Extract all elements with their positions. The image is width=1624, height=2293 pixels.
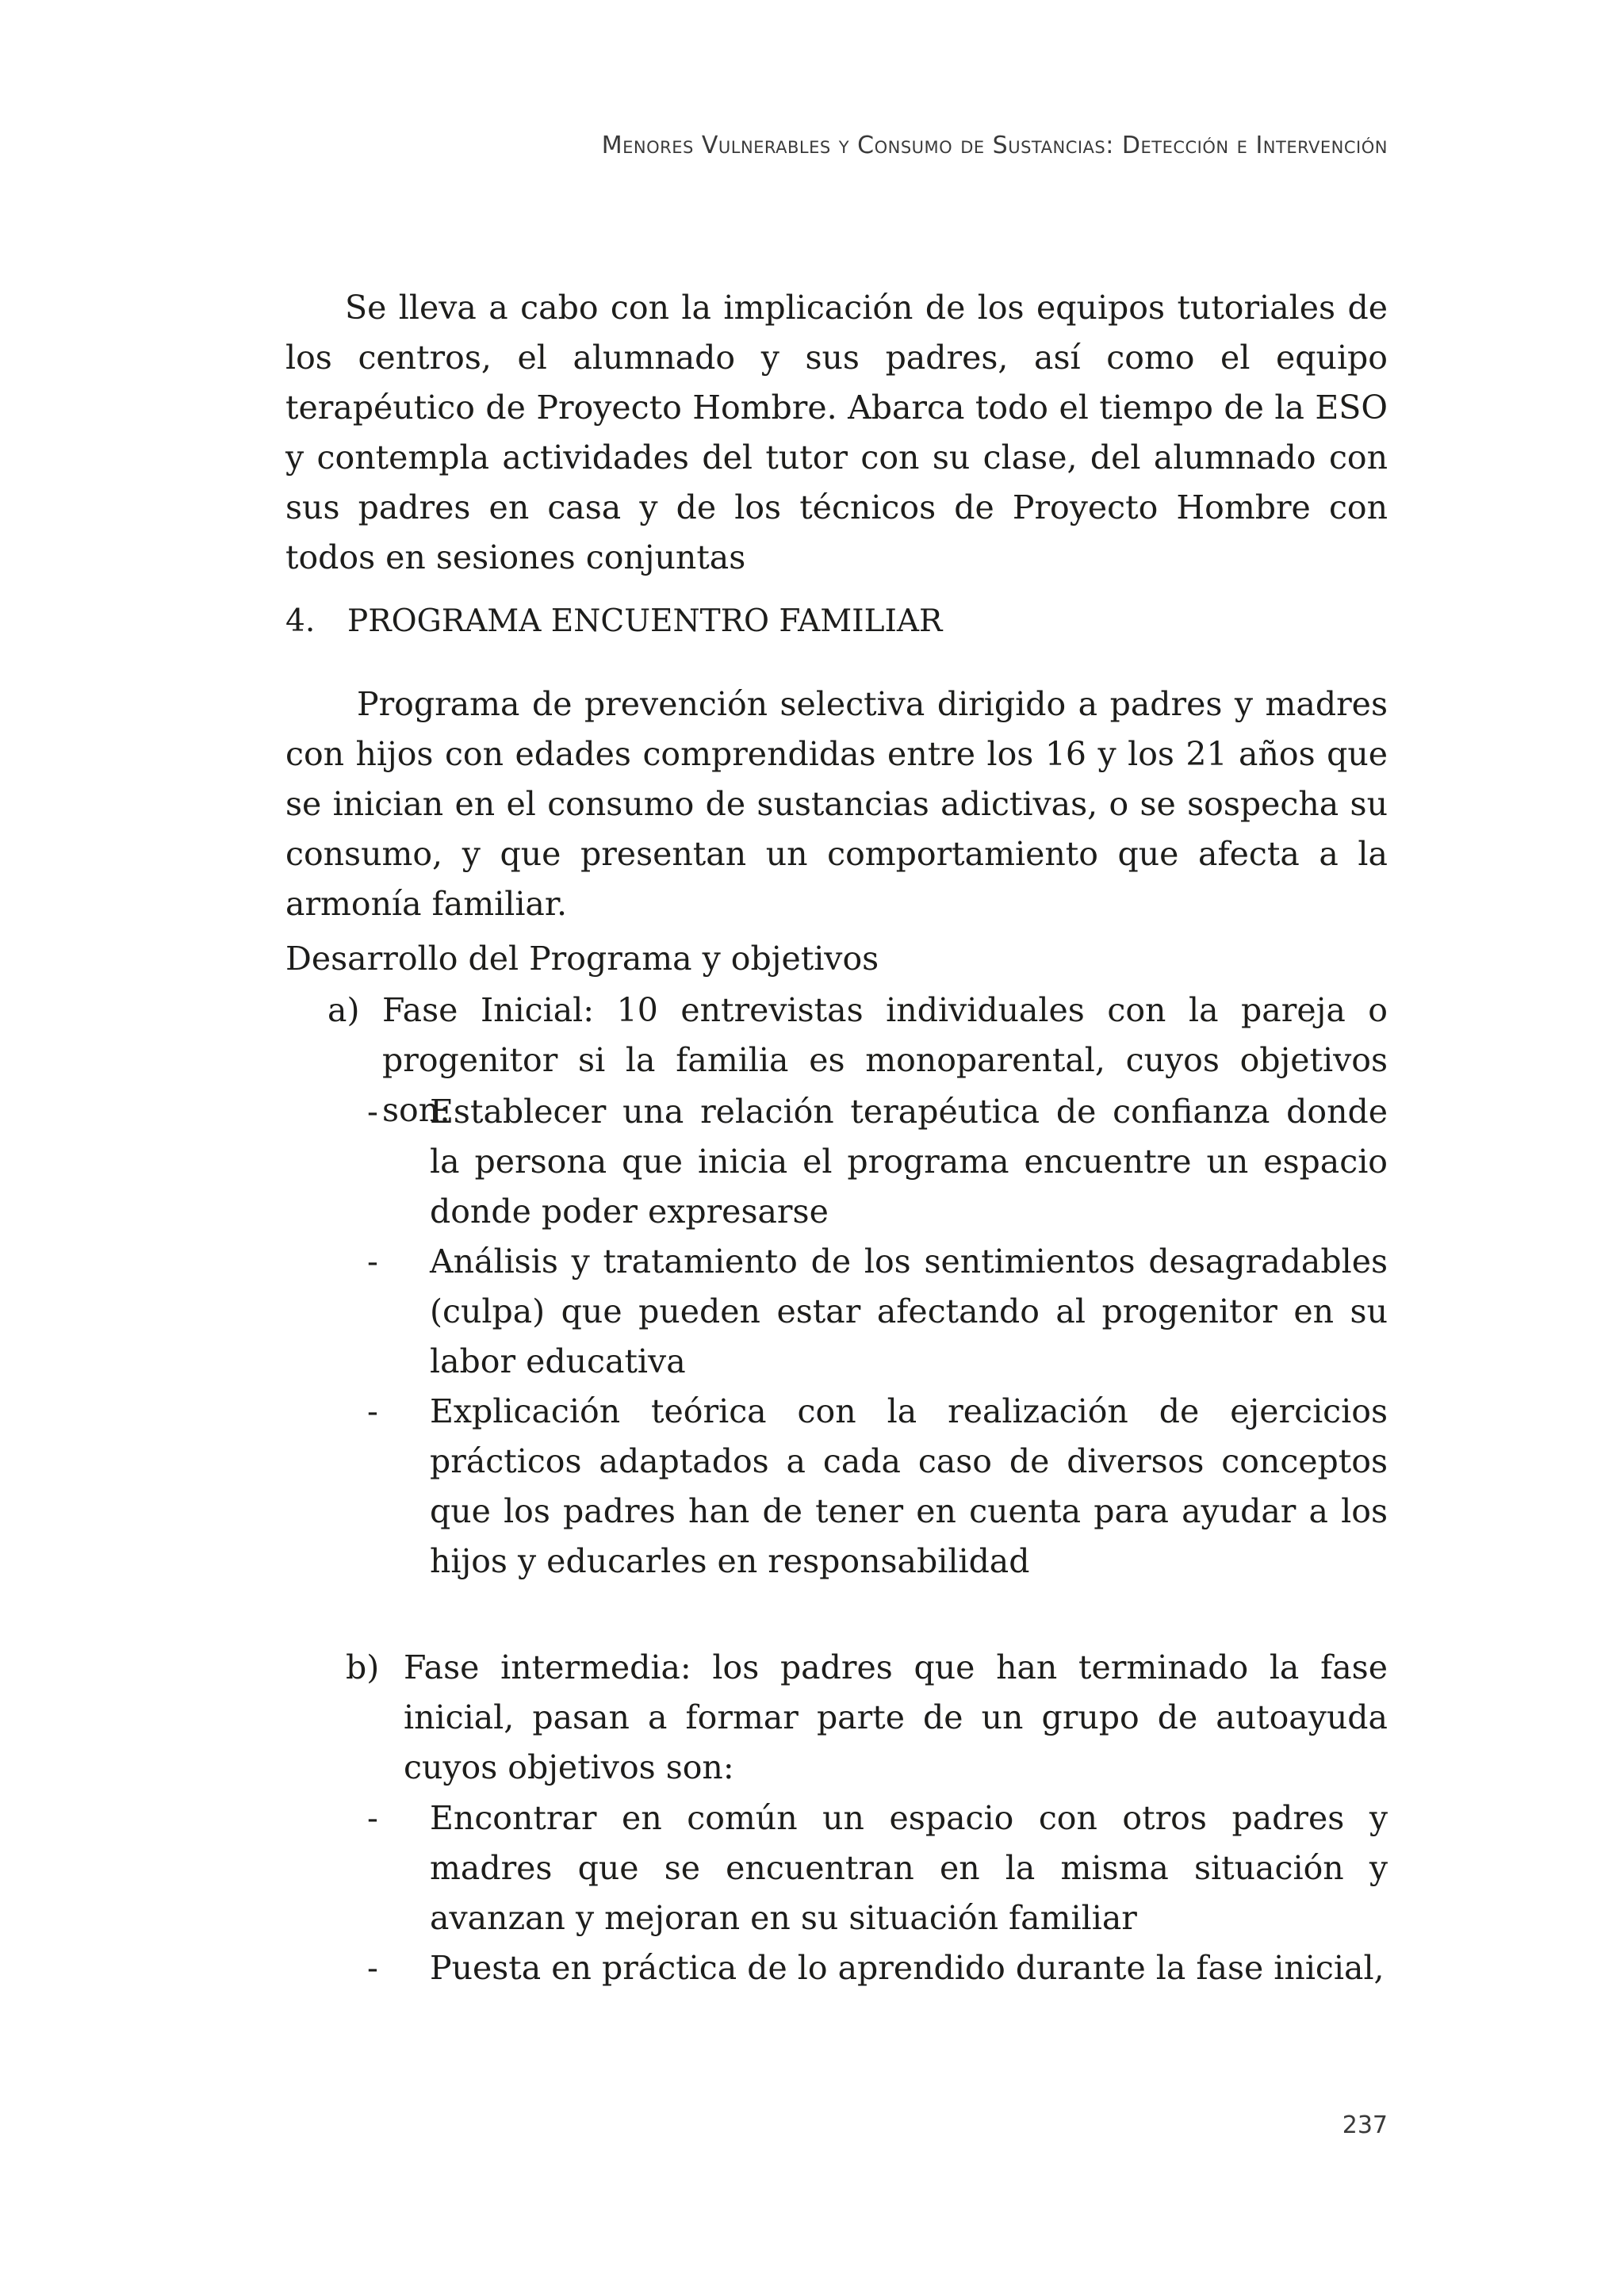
- objective-text: Puesta en práctica de lo aprendido durante la fase inicial,: [430, 1949, 1385, 1987]
- bullet-dash: -: [367, 1392, 378, 1430]
- list-item: [367, 1087, 1388, 1237]
- phase-b-text: Fase intermedia: los padres que han terminado la fase inicial, pasan a formar parte de un grupo de autoayuda cuyos objetivos son:: [404, 1648, 1388, 1786]
- objective-text: Encontrar en común un espacio con otros padres y madres que se encuentran en la misma situación y avanzan y mejoran en su situación familiar: [430, 1799, 1388, 1937]
- phase-a-objectives: [367, 1087, 1388, 1587]
- development-heading: Desarrollo del Programa y objetivos: [285, 940, 879, 978]
- intro-paragraph: Se lleva a cabo con la implicación de los equipos tutoriales de los centros, el alumnado y sus padres, así como el equipo terapéutico de Proyecto Hombre. Abarca todo el tiempo de la ESO y contempla actividades del tutor con su clase, del alumnado con sus padres en casa y de los técnicos de Proyecto Hombre con todos en sesiones conjuntas: [285, 289, 1388, 576]
- bullet-dash: -: [367, 1799, 378, 1837]
- objective-text: Explicación teórica con la realización de ejercicios prácticos adaptados a cada caso de diversos conceptos que los padres han de tener en cuenta para ayudar a los hijos y educarles en responsabilidad: [430, 1392, 1388, 1580]
- section-title: PROGRAMA ENCUENTRO FAMILIAR: [347, 603, 943, 639]
- list-item: [367, 1943, 1388, 1993]
- phase-b: [346, 1643, 1388, 1793]
- list-item: [367, 1387, 1388, 1587]
- bullet-dash: -: [367, 1949, 378, 1987]
- running-header: Menores Vulnerables y Consumo de Sustancias: Detección e Intervención: [601, 132, 1388, 159]
- phase-a-text: Fase Inicial: 10 entrevistas individuales con la pareja o progenitor si la familia es monoparental, cuyos objetivos son:: [382, 991, 1388, 1129]
- list-item: [367, 1237, 1388, 1387]
- bullet-dash: -: [367, 1093, 378, 1131]
- section-number: 4.: [285, 603, 316, 639]
- program-paragraph: Programa de prevención selectiva dirigido a padres y madres con hijos con edades comprendidas entre los 16 y los 21 años que se inician en el consumo de sustancias adictivas, o se sospecha su consumo, y que presentan un comportamiento que afecta a la armonía familiar.: [285, 685, 1388, 923]
- bullet-dash: -: [367, 1242, 378, 1280]
- list-item: [367, 1793, 1388, 1943]
- page-number: 237: [1342, 2111, 1388, 2139]
- objective-text: Establecer una relación terapéutica de confianza donde la persona que inicia el programa encuentre un espacio donde poder expresarse: [430, 1093, 1388, 1231]
- phase-a-marker: a): [327, 991, 360, 1029]
- phase-b-marker: b): [346, 1648, 380, 1686]
- section-heading: [285, 596, 942, 646]
- phase-b-objectives: [367, 1793, 1388, 1993]
- objective-text: Análisis y tratamiento de los sentimientos desagradables (culpa) que pueden estar afectando al progenitor en su labor educativa: [430, 1242, 1388, 1380]
